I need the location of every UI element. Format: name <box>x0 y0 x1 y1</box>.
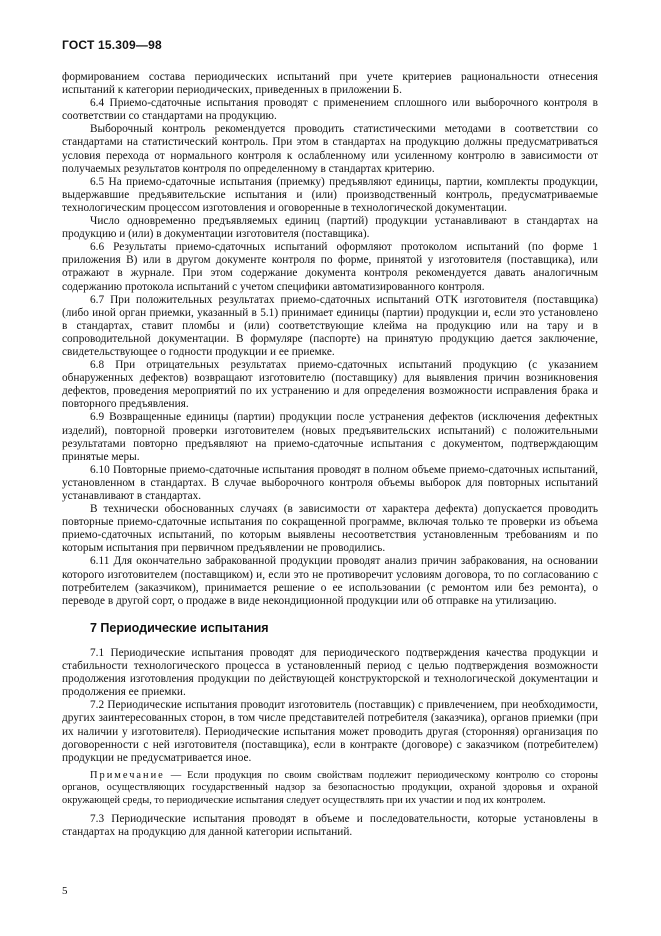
paragraph: 7.3 Периодические испытания проводят в объеме и последовательности, которые установлены в стандартах на продукцию для данной категории испытаний. <box>62 813 598 839</box>
paragraph: формированием состава периодических испытаний при учете критериев рациональности отнесения испытаний к категории периодических, приведенных в приложении Б. <box>62 71 598 97</box>
paragraph: 6.4 Приемо-сдаточные испытания проводят с применением сплошного или выборочного контроля в соответствии со стандартами на продукцию. <box>62 97 598 123</box>
paragraph: 6.10 Повторные приемо-сдаточные испытания проводят в полном объеме приемо-сдаточных испытаний, установленном в стандартах. В случае выборочного контроля объемы выборок для повторных испытаний устанавливают в стандартах. <box>62 463 598 502</box>
paragraph: 6.8 При отрицательных результатах приемо-сдаточных испытаний продукцию (с указанием обнаруженных дефектов) возвращают изготовителю (поставщику) для выявления причин возникновения дефектов, проведения мероприятий по их устранению и для определения возможности исправления брака и повторного предъявления. <box>62 359 598 411</box>
page-number: 5 <box>62 885 68 897</box>
paragraph: 6.11 Для окончательно забракованной продукции проводят анализ причин забракования, на основании которого изготовителем (поставщиком) и, если это не противоречит условиям договора, то по согласованию с потребителем (заказчиком), принимается решение о ее использовании (с ремонтом или без ремонта), о переводе в другой сорт, о продаже в виде некондиционной продукции или об отправке на утилизацию. <box>62 555 598 607</box>
document-body <box>62 71 598 839</box>
note-label: Примечание <box>90 769 165 781</box>
note-text: — Если продукция по своим свойствам подлежит периодическому контролю со стороны органов, осуществляющих государственный надзор за безопасностью продукции, охраной здоровья и охраной окружающей среды, то периодические испытания следует осуществлять при их участии и под их контролем. <box>62 769 598 806</box>
paragraph: 7.2 Периодические испытания проводит изготовитель (поставщик) с привлечением, при необходимости, других заинтересованных сторон, в том числе представителей потребителя (заказчика), органов приемки (при их наличии у изготовителя). Периодические испытания может проводить другая (сторонняя) организация по договоренности с ней изготовителя (поставщика), если в контракте (договоре) с заказчиком (потребителем) продукции не предусматривается иное. <box>62 699 598 764</box>
paragraph: Выборочный контроль рекомендуется проводить статистическими методами в соответствии со стандартами на статистический контроль. При этом в стандартах на продукцию должны предусматриваться условия перехода от нормального контроля к ослабленному или усиленному контролю в зависимости от получаемых результатов контроля по определенному в стандартах критерию. <box>62 123 598 175</box>
document-header: ГОСТ 15.309—98 <box>62 38 162 52</box>
paragraph: 6.5 На приемо-сдаточные испытания (приемку) предъявляют единицы, партии, комплекты продукции, выдержавшие предъявительские испытания и (или) производственный контроль, предусматриваемые технологическим процессом изготовления и оговоренные в технологической документации. <box>62 175 598 214</box>
paragraph: В технически обоснованных случаях (в зависимости от характера дефекта) допускается проводить повторные приемо-сдаточные испытания по сокращенной программе, включая только те проверки из объема приемо-сдаточных испытаний, по которым выявлены несоответствия установленным требованиям и по которым испытания при первичном предъявлении не проводились. <box>62 503 598 555</box>
section-heading: 7 Периодические испытания <box>90 620 269 635</box>
paragraph: 7.1 Периодические испытания проводят для периодического подтверждения качества продукции и стабильности технологического процесса в установленный период с целью подтверждения возможности продолжения изготовления продукции по действующей конструкторской и технологической документации и продолжения ее приемки. <box>62 646 598 699</box>
paragraph: 6.6 Результаты приемо-сдаточных испытаний оформляют протоколом испытаний (по форме 1 приложения В) или в другом документе контроля по форме, принятой у изготовителя (поставщика), или отражают в журнале. При этом содержание документа контроля рекомендуется давать аналогичным содержанию протокола испытаний с учетом специфики автоматизированного контроля. <box>62 241 598 293</box>
paragraph: 6.7 При положительных результатах приемо-сдаточных испытаний ОТК изготовителя (поставщика) (либо иной орган приемки, указанный в 5.1) принимает единицы (партии) продукции и, если это установлено в стандартах, ставит пломбы и (или) соответствующие клейма на продукцию или на тару и в сопроводительной документации. В формуляре (паспорте) на принятую продукцию дается заключение, свидетельствующее о годности продукции и ее приемке. <box>62 293 598 358</box>
paragraph: Число одновременно предъявляемых единиц (партий) продукции устанавливают в стандартах на продукцию и (или) в документации изготовителя (поставщика). <box>62 215 598 241</box>
note <box>62 770 598 807</box>
paragraph: 6.9 Возвращенные единицы (партии) продукции после устранения дефектов (исключения дефектных изделий), повторной проверки изготовителем (новых предъявительских испытаний) с положительными результатами повторно предъявляют на приемо-сдаточные испытания с документом, подтверждающим принятые меры. <box>62 411 598 463</box>
